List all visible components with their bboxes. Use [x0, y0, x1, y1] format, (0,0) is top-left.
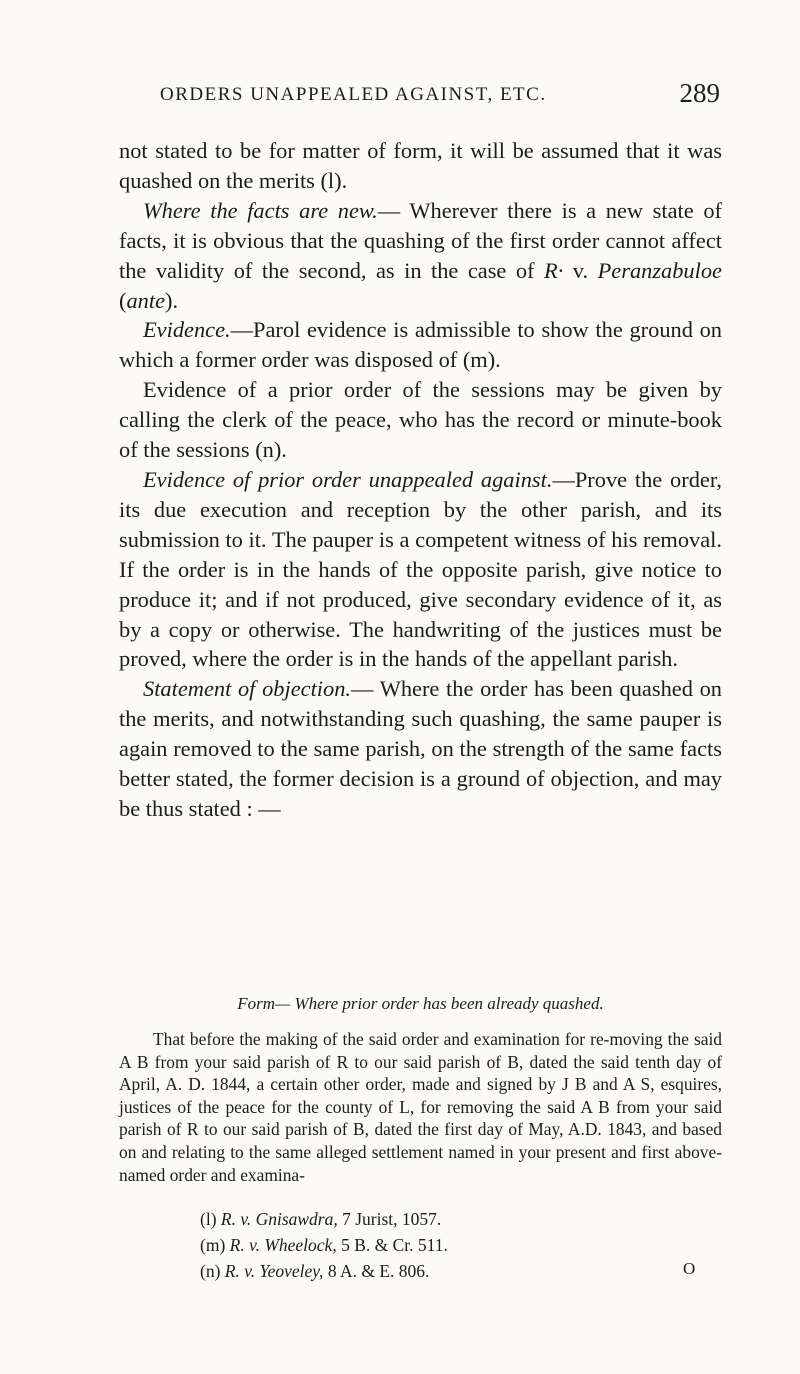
footnote-cite: 5 B. & Cr. 511.	[341, 1235, 448, 1255]
ante-ref: ante	[126, 287, 166, 313]
case-name: R·	[544, 257, 564, 283]
body-text	[119, 136, 722, 824]
form-text	[119, 1028, 722, 1186]
footnote-case: R. v. Wheelock,	[229, 1235, 337, 1255]
paren-open: (	[119, 287, 127, 313]
footnote-mark: (l)	[200, 1209, 217, 1229]
side-heading-prior-order: Evidence of prior order unappealed against.	[143, 466, 553, 492]
paragraph-text: —Parol evidence is admissible to show the ground on which a former order was disposed of (m).	[119, 317, 722, 373]
side-heading-objection: Statement of objection.	[143, 676, 352, 702]
footnote-m	[200, 1232, 730, 1258]
footnote-n	[200, 1258, 730, 1284]
footnote-case: R. v. Yeoveley,	[224, 1261, 324, 1281]
paragraph-text: —Prove the order, its due execution and reception by the other parish, and its submission to it. The pauper is a competent witness of his removal. If the order is in the hands of the opposite parish, give notice to produce it; and if not produced, give secondary evidence of it, as by a copy or otherwise. The handwriting of the justices must be proved, where the order is in the hands of the appellant parish.	[119, 466, 722, 672]
side-heading-evidence: Evidence.	[143, 317, 231, 343]
side-heading-new-facts: Where the facts are new.	[143, 197, 378, 223]
paragraph-evidence	[119, 315, 722, 375]
signature-mark: O	[683, 1259, 696, 1278]
page-header	[160, 78, 720, 118]
paragraph-objection	[119, 674, 722, 824]
paragraph-prior-sessions: Evidence of a prior order of the sessions may be given by calling the clerk of the peace, who has the record or minute-book of the sessions (n).	[119, 377, 722, 463]
paragraph-text: — Wherever there is a new state of facts, it is obvious that the quashing of the first order cannot affect the validity of the second, as in the case of	[119, 197, 722, 283]
case-name: Peranzabuloe	[597, 257, 722, 283]
footnotes	[200, 1206, 730, 1284]
footnote-mark: (m)	[200, 1235, 226, 1255]
footnote-l	[200, 1206, 730, 1232]
footnote-case: R. v. Gnisawdra,	[220, 1209, 338, 1229]
footnote-mark: (n)	[200, 1261, 221, 1281]
case-versus: v.	[563, 257, 598, 283]
paragraph-text: — Where the order has been quashed on the merits, and notwithstanding such quashing, the same pauper is again removed to the same parish, on the strength of the same facts better stated, the former decision is a ground of objection, and may be thus stated : —	[119, 676, 722, 821]
form-heading: Form— Where prior order has been already quashed.	[237, 994, 604, 1013]
paragraph-new-facts	[119, 196, 722, 316]
paragraph-continuation: not stated to be for matter of form, it will be assumed that it was quashed on the merits (l).	[119, 138, 722, 193]
footnote-cite: 7 Jurist, 1057.	[342, 1209, 442, 1229]
running-head: ORDERS UNAPPEALED AGAINST, ETC.	[160, 84, 547, 105]
form-paragraph: That before the making of the said order and examination for re-moving the said A B from your said parish of R to our said parish of B, dated the said tenth day of April, A. D. 1844, a certain other order, made and signed by J B and A S, esquires, justices of the peace for the county of L, for removing the said A B from your said parish of R to our said parish of B, dated the first day of May, A.D. 1843, and based on and relating to the same alleged settlement named in your present and first above-named order and examina-	[119, 1029, 722, 1185]
paragraph-prior-order	[119, 465, 722, 674]
footnote-cite: 8 A. & E. 806.	[327, 1261, 430, 1281]
paren-close: ).	[165, 287, 179, 313]
page-number: 289	[679, 78, 720, 108]
